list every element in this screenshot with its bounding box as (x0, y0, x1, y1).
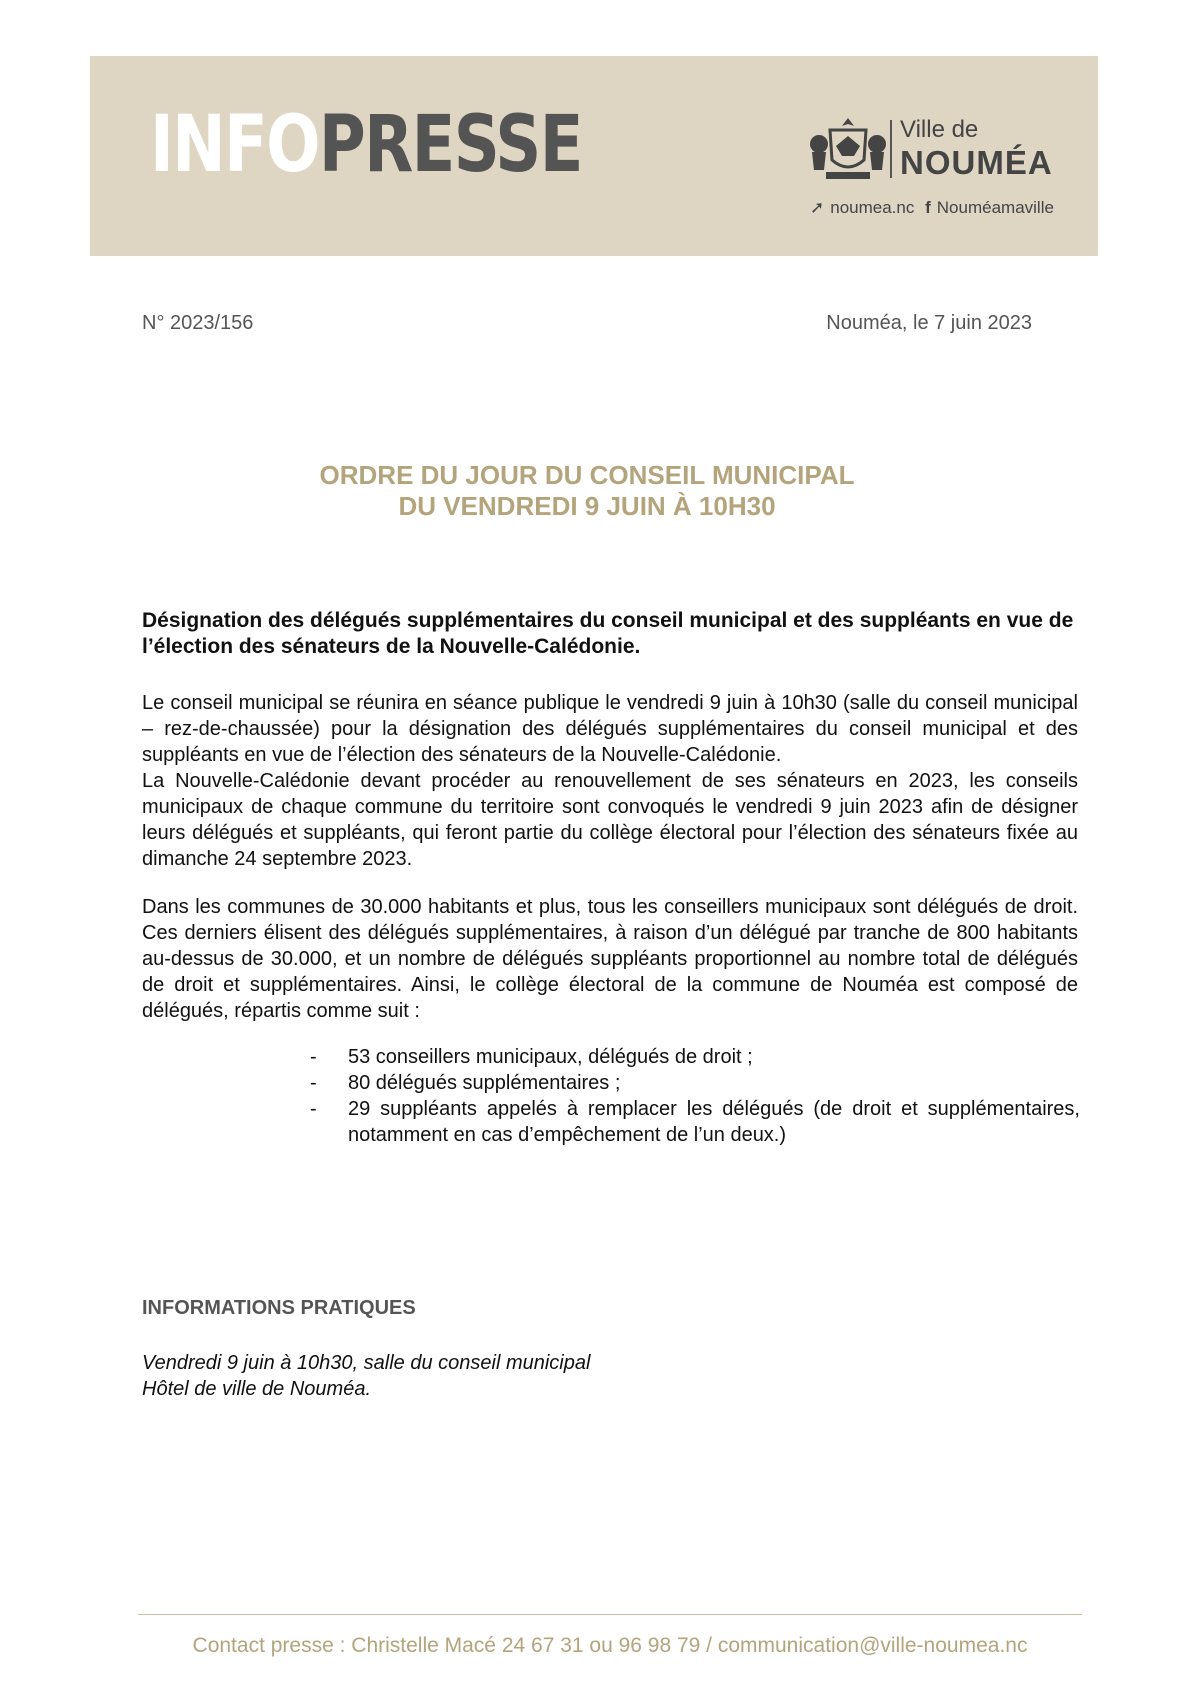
logo-divider (890, 120, 892, 178)
info-line-2: Hôtel de ville de Nouméa. (142, 1378, 372, 1400)
title-line-2: DU VENDREDI 9 JUIN À 10H30 (398, 491, 776, 521)
info-heading: INFORMATIONS PRATIQUES (142, 1297, 416, 1319)
footer-divider (138, 1614, 1082, 1615)
banner-word-info: INFO (150, 100, 319, 190)
info-line-1: Vendredi 9 juin à 10h30, salle du conseil municipal (142, 1352, 591, 1374)
facebook-link[interactable]: Nouméamaville (936, 198, 1054, 217)
logo-noumea: NOUMÉA (900, 144, 1053, 181)
list-item-text: 53 conseillers municipaux, délégués de droit ; (348, 1046, 753, 1068)
bullet-dash: - (310, 1072, 317, 1094)
banner-title (150, 100, 582, 190)
paragraph-2: La Nouvelle-Calédonie devant procéder au renouvellement de ses sénateurs en 2023, les conseils municipaux de chaque commune du territoire sont convoqués le vendredi 9 juin 2023 afin de désigner leurs délégués et suppléants, qui feront partie du collège électoral pour l’élection des sénateurs fixée au dimanche 24 septembre 2023. (142, 770, 1078, 870)
header-banner (90, 56, 1098, 256)
document-date: Nouméa, le 7 juin 2023 (826, 312, 1032, 334)
delegates-list (310, 1044, 1080, 1148)
coat-of-arms-icon (808, 116, 888, 182)
logo-ville-de: Ville de (900, 116, 979, 143)
website-link[interactable]: noumea.nc (830, 198, 915, 217)
list-item (310, 1070, 1080, 1096)
list-item (310, 1096, 1080, 1148)
document-number: N° 2023/156 (142, 312, 254, 334)
page-title (142, 460, 1032, 522)
section-heading: Désignation des délégués supplémentaires du conseil municipal et des suppléants en vue de l’élection des sénateurs de la Nouvelle-Calédonie. (142, 609, 1074, 658)
paragraph-3: Dans les communes de 30.000 habitants et plus, tous les conseillers municipaux sont délégués de droit. Ces derniers élisent des délégués supplémentaires, à raison d’un délégué par tranche de 800 habitants au-dessus de 30.000, et un nombre de délégués suppléants proportionnel au nombre total de délégués de droit et supplémentaires. Ainsi, le collège électoral de la commune de Nouméa est composé de délégués, répartis comme suit : (142, 896, 1078, 1022)
facebook-icon: f (925, 198, 931, 217)
bullet-dash: - (310, 1046, 317, 1068)
ville-noumea-logo (808, 116, 1054, 226)
logo-links (810, 198, 1060, 218)
list-item-text: 29 suppléants appelés à remplacer les délégués (de droit et supplémentaires, notamment en cas d’empêchement de l’un deux.) (348, 1098, 1080, 1146)
banner-word-presse: PRESSE (318, 100, 582, 190)
paragraph-1: Le conseil municipal se réunira en séance publique le vendredi 9 juin à 10h30 (salle du conseil municipal – rez-de-chaussée) pour la désignation des délégués supplémentaires du conseil municipal et des suppléants en vue de l’élection des sénateurs de la Nouvelle-Calédonie. (142, 692, 1078, 766)
footer-contact: Contact presse : Christelle Macé 24 67 31 ou 96 98 79 / communication@ville-noumea.nc (192, 1634, 1028, 1657)
bullet-dash: - (310, 1098, 317, 1120)
title-line-1: ORDRE DU JOUR DU CONSEIL MUNICIPAL (319, 460, 855, 490)
list-item (310, 1044, 1080, 1070)
list-item-text: 80 délégués supplémentaires ; (348, 1072, 621, 1094)
arrow-icon: ➚ (810, 198, 825, 217)
